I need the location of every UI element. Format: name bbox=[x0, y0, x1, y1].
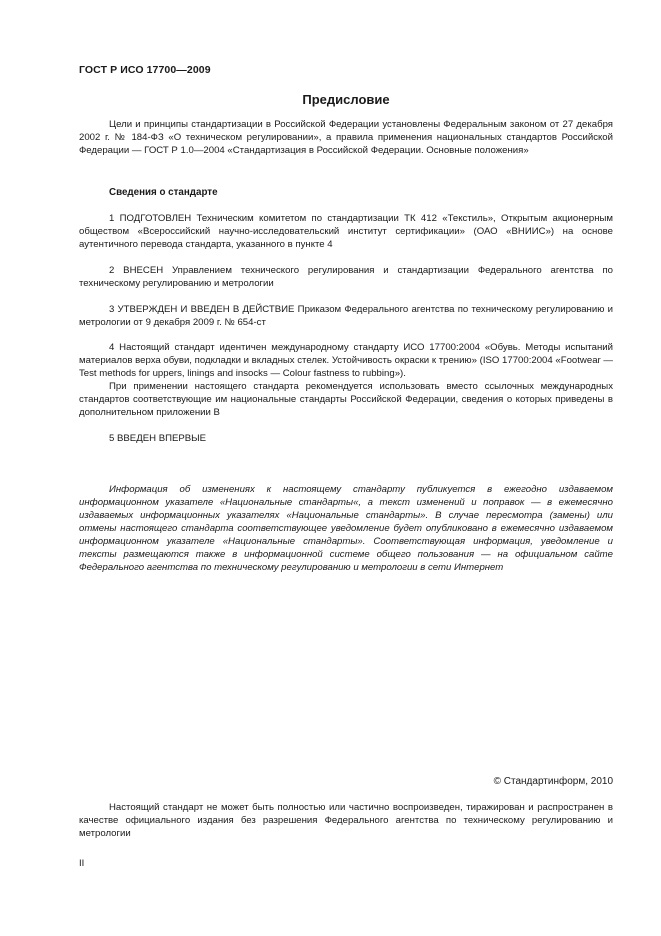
page-title: Предисловие bbox=[302, 92, 390, 107]
copyright-notice: © Стандартинформ, 2010 bbox=[493, 776, 613, 787]
info-notice-paragraph: Информация об изменениях к настоящему стандарту публикуется в ежегодно издаваемом информационном указателе «Национальные стандарты«, а текст изменений и поправок — в ежемесячно издаваемых информационных указателях «Национальные стандарты». В случае пересмотра (замены) или отмены настоящего стандарта соответствующее уведомление будет опубликовано в ежемесячно издаваемом информационном указателе «Национальные стандарты». Соответствующая информация, уведомление и тексты размещаются также в информационной системе общего пользования — на официальном сайте Федерального агентства по техническому регулированию и метрологии в сети Интернет bbox=[79, 484, 613, 573]
item-4-note-paragraph: При применении настоящего стандарта рекомендуется использовать вместо ссылочных международных стандартов соответствующие им национальные стандарты Российской Федерации, сведения о которых приведены в дополнительном приложении В bbox=[79, 381, 613, 418]
item-5-paragraph: 5 ВВЕДЕН ВПЕРВЫЕ bbox=[109, 433, 207, 444]
reproduction-notice-paragraph: Настоящий стандарт не может быть полностью или частично воспроизведен, тиражирован и распространен в качестве официального издания без разрешения Федерального агентства по техническому регулированию и метрологии bbox=[79, 802, 613, 839]
item-2-paragraph: 2 ВНЕСЕН Управлением технического регулирования и стандартизации Федерального агентства по техническому регулированию и метрологии bbox=[79, 265, 613, 289]
item-1-paragraph: 1 ПОДГОТОВЛЕН Техническим комитетом по стандартизации ТК 412 «Текстиль», Открытым акционерным обществом «Всероссийский научно-исследовательский институт сертификации» (ОАО «ВНИИС») на основе аутентичного перевода стандарта, указанного в пункте 4 bbox=[79, 213, 613, 250]
item-3-paragraph: 3 УТВЕРЖДЕН И ВВЕДЕН В ДЕЙСТВИЕ Приказом Федерального агентства по техническому регулированию и метрологии от 9 декабря 2009 г. № 654-ст bbox=[79, 304, 613, 328]
standard-code: ГОСТ Р ИСО 17700—2009 bbox=[79, 64, 211, 76]
item-4-paragraph: 4 Настоящий стандарт идентичен международному стандарту ИСО 17700:2004 «Обувь. Методы испытаний материалов верха обуви, подкладки и вкладных стелек. Устойчивость окраски к трению» (ISO 17700:2004 «Footwear — Test methods for uppers, linings and insocks — Colour fastness to rubbing»). bbox=[79, 342, 613, 379]
intro-paragraph: Цели и принципы стандартизации в Российской Федерации установлены Федеральным законом от 27 декабря 2002 г. № 184-ФЗ «О техническом регулировании», а правила применения национальных стандартов Российской Федерации — ГОСТ Р 1.0—2004 «Стандартизация в Российской Федерации. Основные положения» bbox=[79, 119, 613, 156]
page-number: II bbox=[79, 858, 85, 869]
section-subheading: Сведения о стандарте bbox=[109, 187, 218, 198]
